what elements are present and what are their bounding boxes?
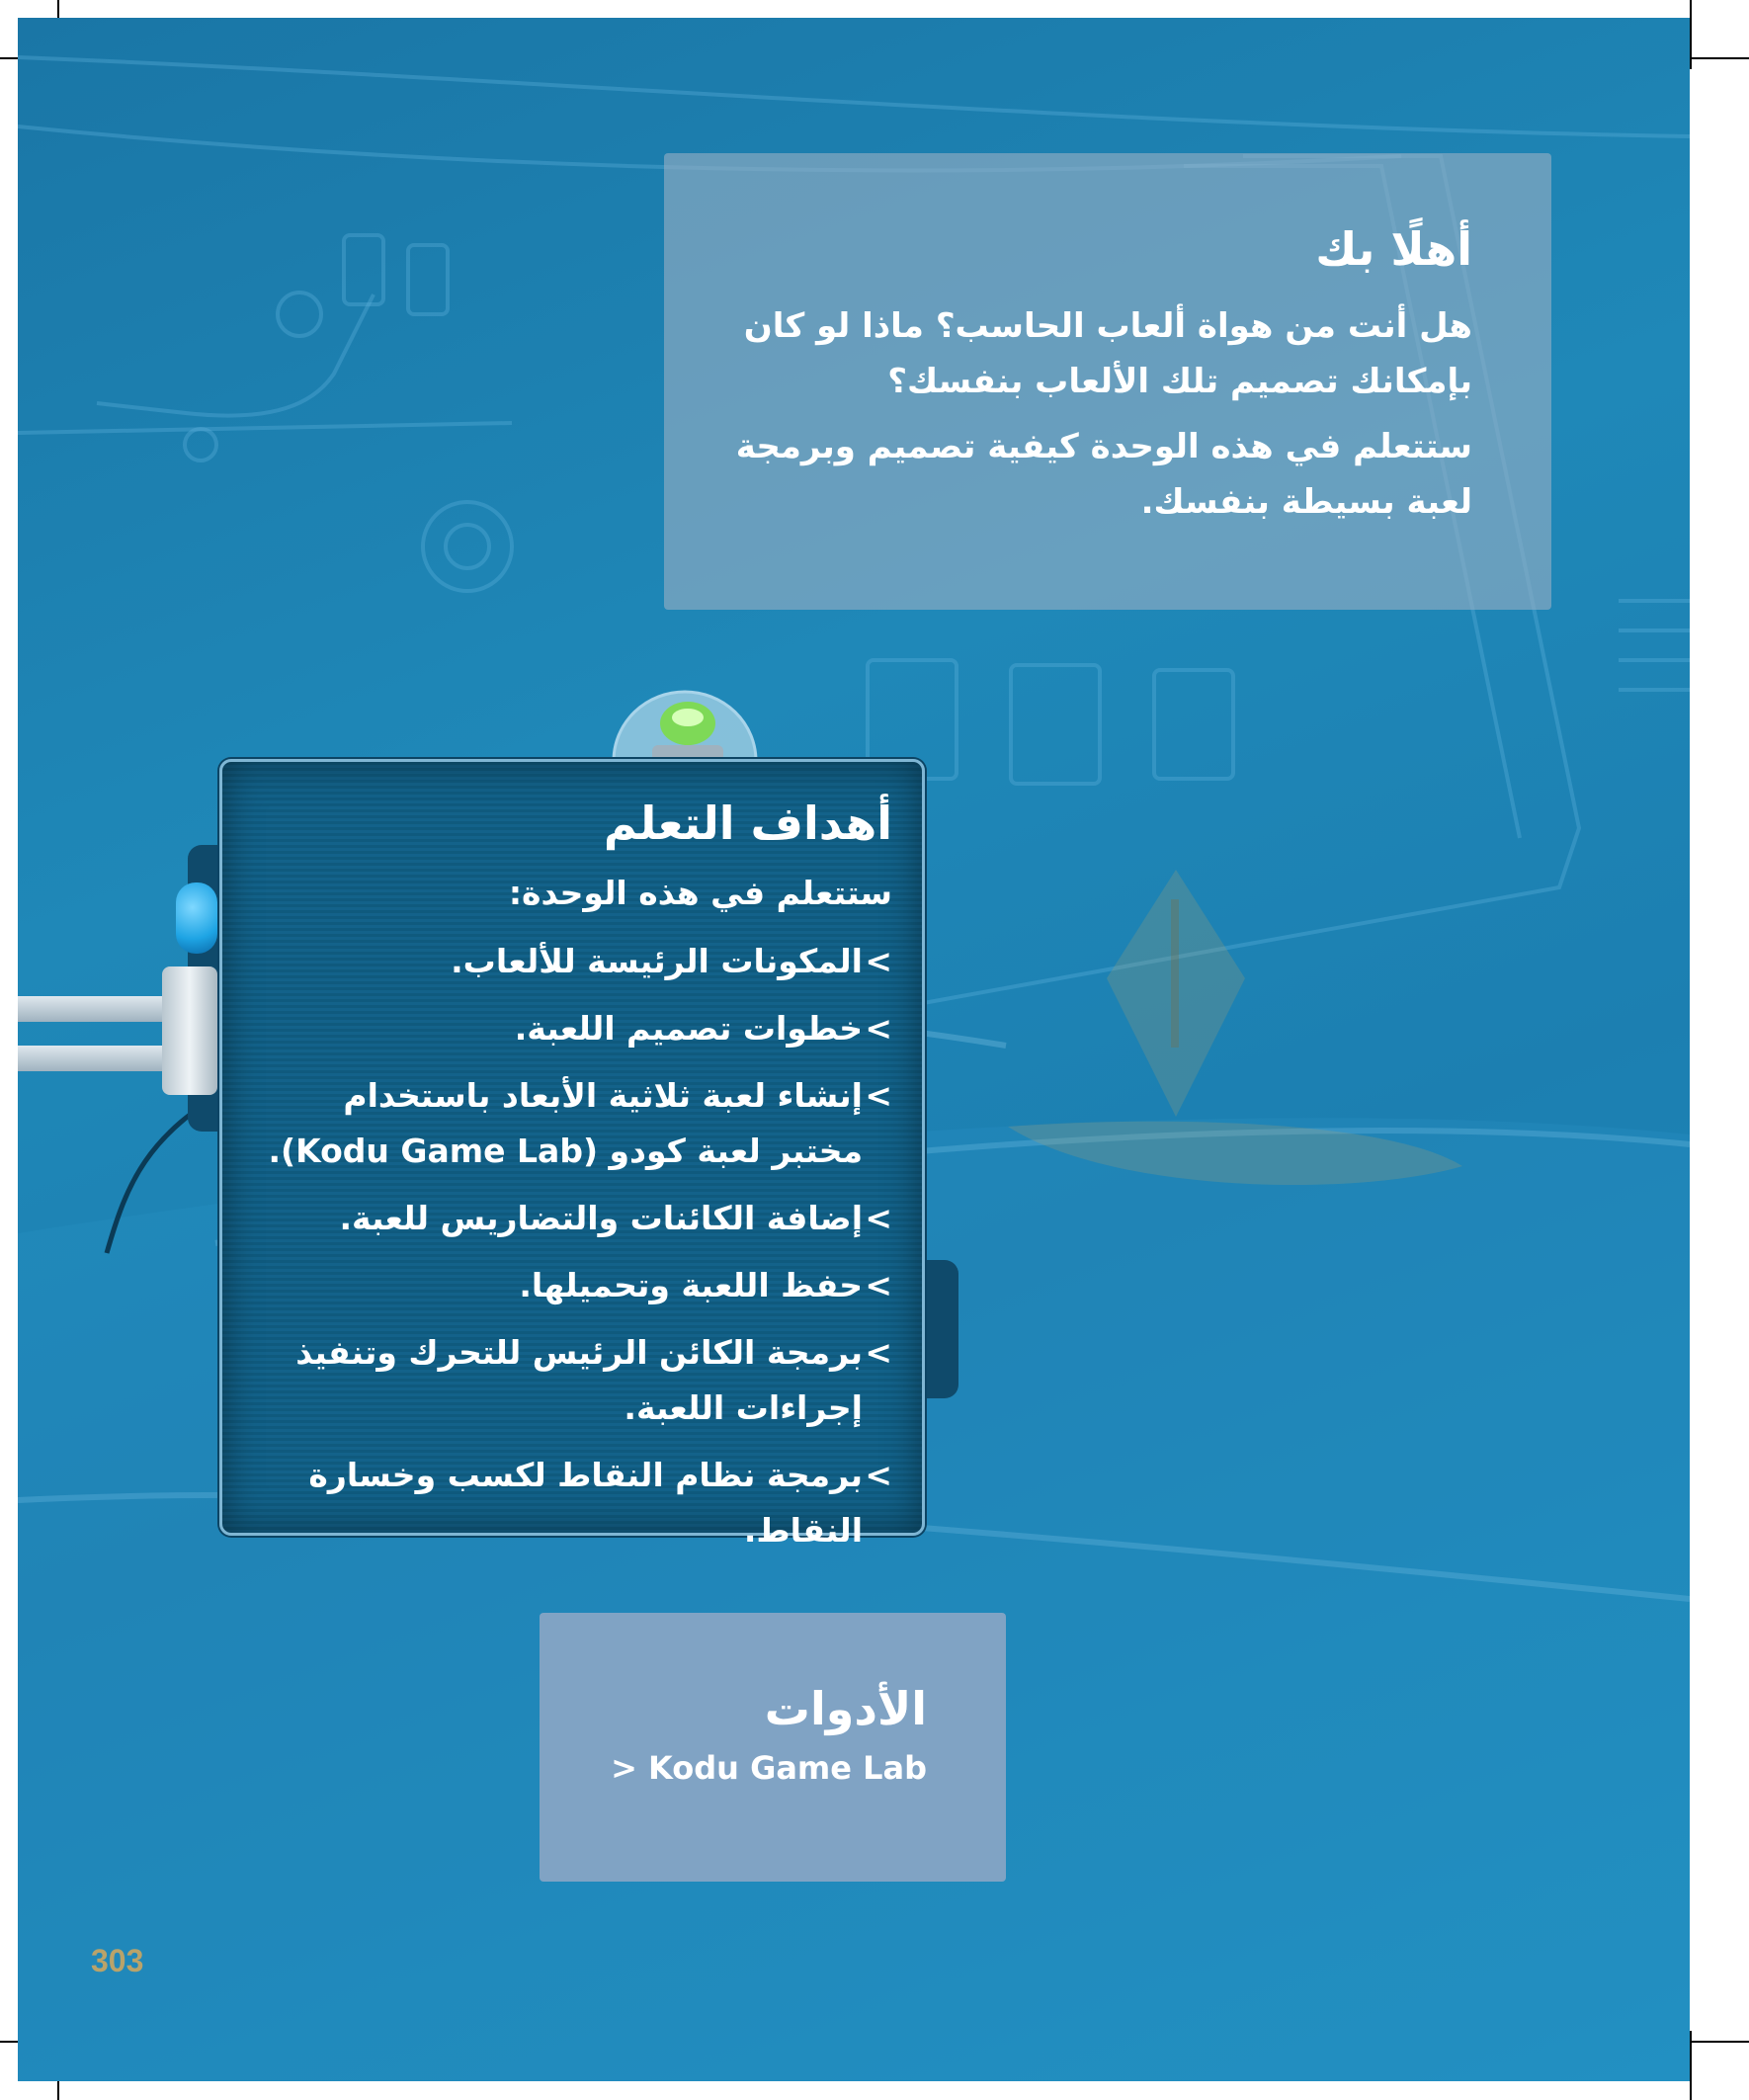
panel-side-tab-right: [919, 1260, 958, 1398]
welcome-paragraph-1: هل أنت من هواة ألعاب الحاسب؟ ماذا لو كان بإمكانك تصميم تلك الألعاب بنفسك؟: [743, 306, 1472, 402]
bullet-marker: >: [865, 1198, 892, 1237]
objective-text: إنشاء لعبة ثلاثية الأبعاد باستخدام مختبر لعبة كودو (Kodu Game Lab).: [268, 1075, 863, 1170]
tools-panel: [540, 1613, 1006, 1882]
list-item: [246, 1068, 892, 1179]
pipe-upper: [18, 996, 166, 1022]
objectives-title: أهداف التعلم: [603, 797, 892, 850]
welcome-panel: [664, 153, 1551, 610]
objective-text: خطوات تصميم اللعبة.: [514, 1008, 863, 1048]
pipe-lower: [18, 1046, 166, 1071]
list-item: [246, 1191, 892, 1246]
page-number: 303: [91, 1943, 144, 1978]
bullet-marker: >: [865, 1075, 892, 1115]
blue-connector: [176, 882, 217, 954]
crop-mark: [1680, 2041, 1749, 2043]
list-item: [246, 1448, 892, 1558]
list-item: [246, 1001, 892, 1056]
objectives-list: [246, 934, 892, 1558]
tools-item: Kodu Game Lab <: [611, 1749, 927, 1787]
objective-text: إضافة الكائنات والتضاريس للعبة.: [339, 1198, 863, 1237]
bullet-marker: >: [865, 941, 892, 980]
list-item: [246, 934, 892, 989]
objective-text: برمجة نظام النقاط لكسب وخسارة النقاط.: [308, 1455, 863, 1550]
bullet-marker: >: [865, 1008, 892, 1048]
bullet-marker: >: [865, 1265, 892, 1304]
grey-connector: [162, 966, 217, 1095]
objectives-intro: ستتعلم في هذه الوحدة:: [508, 873, 892, 912]
objective-text: برمجة الكائن الرئيس للتحرك وتنفيذ إجراءات اللعبة.: [295, 1332, 863, 1427]
crop-mark: [1680, 57, 1749, 59]
learning-objectives-panel: [219, 759, 925, 1550]
welcome-paragraph-2: ستتعلم في هذه الوحدة كيفية تصميم وبرمجة لعبة بسيطة بنفسك.: [735, 427, 1472, 523]
list-item: [246, 1325, 892, 1436]
welcome-title: أهلًا بك: [1315, 222, 1472, 276]
tools-title: الأدوات: [764, 1682, 927, 1735]
list-item: [246, 1258, 892, 1313]
objective-text: حفظ اللعبة وتحميلها.: [519, 1265, 863, 1304]
objective-text: المكونات الرئيسة للألعاب.: [451, 941, 863, 980]
bullet-marker: >: [865, 1332, 892, 1372]
bullet-marker: >: [865, 1455, 892, 1494]
